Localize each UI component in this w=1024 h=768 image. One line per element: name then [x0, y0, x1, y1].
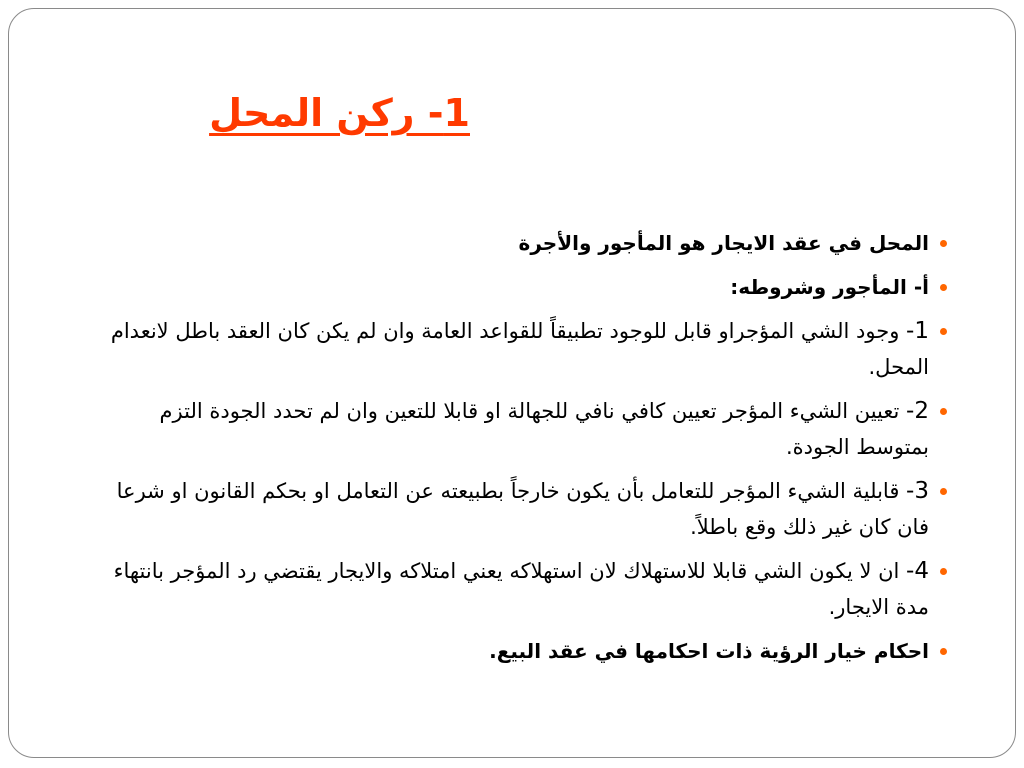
bullet-dot-icon — [940, 408, 947, 415]
bullet-number: 2- — [906, 398, 929, 424]
slide-title: 1- ركن المحل — [209, 91, 470, 135]
bullet-text: ان لا يكون الشي قابلا للاستهلاك لان استهلاكه يعني امتلاكه والايجار يقتضي رد المؤجر بانتهاء مدة الايجار. — [113, 559, 929, 619]
bullet-text: وجود الشي المؤجراو قابل للوجود تطبيقاً للقواعد العامة وان لم يكن كان العقد باطل لانعدام المحل. — [110, 319, 929, 379]
bullet-item — [84, 269, 947, 305]
bullet-dot-icon — [940, 648, 947, 655]
bullet-text: أ- المأجور وشروطه: — [730, 275, 929, 299]
bullet-dot-icon — [940, 488, 947, 495]
bullet-number: 4- — [906, 558, 929, 584]
bullet-item — [84, 633, 947, 669]
bullet-dot-icon — [940, 284, 947, 291]
bullet-text: قابلية الشيء المؤجر للتعامل بأن يكون خارجاً بطبيعته عن التعامل او بحكم القانون او شرعا فان كان غير ذلك وقع باطلاً. — [116, 479, 929, 539]
slide-frame — [8, 8, 1016, 758]
bullet-dot-icon — [940, 328, 947, 335]
bullet-item — [84, 393, 947, 465]
bullet-text: تعيين الشيء المؤجر تعيين كافي نافي للجهالة او قابلا للتعين وان لم تحدد الجودة التزم بمتوسط الجودة. — [159, 399, 929, 459]
bullet-list — [84, 225, 947, 669]
bullet-item — [84, 553, 947, 625]
bullet-item — [84, 313, 947, 385]
bullet-text: احكام خيار الرؤية ذات احكامها في عقد البيع. — [489, 639, 929, 663]
bullet-dot-icon — [940, 240, 947, 247]
bullet-number: 1- — [906, 318, 929, 344]
slide-content — [84, 225, 947, 677]
bullet-item — [84, 225, 947, 261]
bullet-text: المحل في عقد الايجار هو المأجور والأجرة — [518, 231, 929, 255]
bullet-number: 3- — [906, 478, 929, 504]
bullet-item — [84, 473, 947, 545]
bullet-dot-icon — [940, 568, 947, 575]
